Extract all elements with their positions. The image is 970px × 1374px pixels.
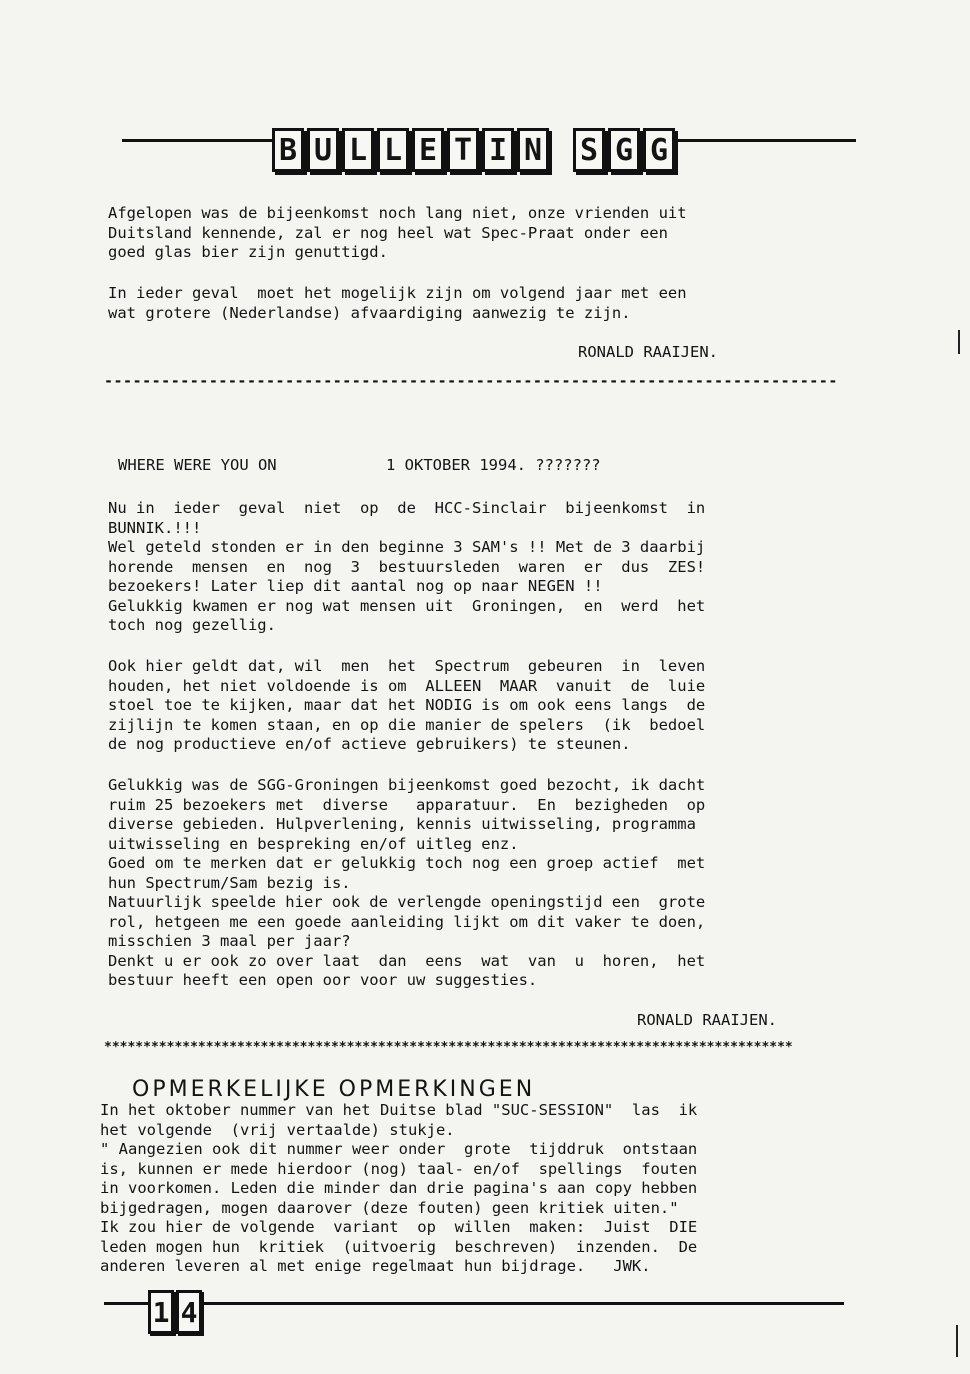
intro-paragraph-2: In ieder geval moet het mogelijk zijn om volgend jaar met een wat grotere (Nederlandse) afvaardiging aanwezig te zijn. — [108, 284, 687, 322]
bulletin-sgg-title — [272, 128, 675, 176]
title-letter: L — [342, 128, 374, 172]
page-digit: 1 — [148, 1290, 174, 1334]
footer-rule — [104, 1302, 844, 1305]
title-letter: G — [608, 128, 640, 172]
title-letter: U — [307, 128, 339, 172]
title-letter: I — [482, 128, 514, 172]
meeting-signature: RONALD RAAIJEN. — [637, 1011, 777, 1029]
title-spacer — [552, 128, 570, 176]
title-letter: B — [272, 128, 304, 172]
section-heading: OPMERKELIJKE OPMERKINGEN — [132, 1077, 536, 1102]
star-divider: **************************************************************************************** — [104, 1040, 793, 1055]
remarks-paragraph: In het oktober nummer van het Duitse blad "SUC-SESSION" las ik het volgende (vrij vertaalde) stukje. " Aangezien ook dit nummer weer onder grote tijddruk ontstaan is, kunnen er mede hierdoor (nog) taal- en/of spellings fouten in voorkomen. Leden die minder dan drie pagina's aan copy hebben bijgedragen, mogen daarover (deze fouten) geen kritiek uiten." Ik zou hier de volgende variant op willen maken: Juist DIE leden mogen hun kritiek (uitvoerig beschreven) inzenden. De anderen leveren al met enige regelmaat hun bijdrage. JWK. — [100, 1101, 698, 1275]
title-letter: N — [517, 128, 549, 172]
meeting-paragraph-1: Nu in ieder geval niet op de HCC-Sinclair bijeenkomst in BUNNIK.!!! Wel geteld stonden er in den beginne 3 SAM's !! Met de 3 daarbij horende mensen en nog 3 bestuursleden waren er dus ZES! bezoekers! Later liep dit aantal nog op naar NEGEN !! Gelukkig kwamen er nog wat mensen uit Groningen, en werd het toch nog gezellig. — [108, 499, 706, 634]
intro-paragraph-1: Afgelopen was de bijeenkomst noch lang niet, onze vrienden uit Duitsland kennende, zal er nog heel wat Spec-Praat onder een goed glas bier zijn genuttigd. — [108, 204, 687, 261]
title-letter: G — [643, 128, 675, 172]
header-rule-right — [664, 139, 856, 142]
header-rule-left — [122, 139, 272, 142]
where-were-you-label: WHERE WERE YOU ON — [118, 456, 277, 474]
meeting-paragraph-2: Ook hier geldt dat, wil men het Spectrum gebeuren in leven houden, het niet voldoende is om ALLEEN MAAR vanuit de luie stoel toe te kijken, maar dat het NODIG is om ook eens langs de zijlijn te komen staan, en op die manier de spelers (ik bedoel de nog productieve en/of actieve gebruikers) te steunen. — [108, 657, 706, 753]
title-letter: E — [412, 128, 444, 172]
meeting-date: 1 OKTOBER 1994. ??????? — [386, 456, 601, 474]
page-digit: 4 — [176, 1290, 202, 1334]
margin-mark — [956, 1325, 958, 1357]
title-letter: T — [447, 128, 479, 172]
page-number — [148, 1290, 202, 1334]
dashed-divider: ----------------------------------------------------------------------------- — [104, 372, 838, 390]
title-letter: S — [573, 128, 605, 172]
meeting-paragraph-3: Gelukkig was de SGG-Groningen bijeenkomst goed bezocht, ik dacht ruim 25 bezoekers met diverse apparatuur. En bezigheden op diverse gebieden. Hulpverlening, kennis uitwisseling, programma uitwisseling en bespreking en/of uitleg enz. Goed om te merken dat er gelukkig toch nog een groep actief met hun Spectrum/Sam bezig is. Natuurlijk speelde hier ook de verlengde openingstijd een grote rol, hetgeen me een goede aanleiding lijkt om dit vaker te doen, misschien 3 maal per jaar? Denkt u er ook zo over laat dan eens wat van u horen, het bestuur heeft een open oor voor uw suggesties. — [108, 776, 706, 989]
title-letter: L — [377, 128, 409, 172]
margin-mark — [958, 330, 960, 354]
intro-signature: RONALD RAAIJEN. — [578, 343, 718, 361]
